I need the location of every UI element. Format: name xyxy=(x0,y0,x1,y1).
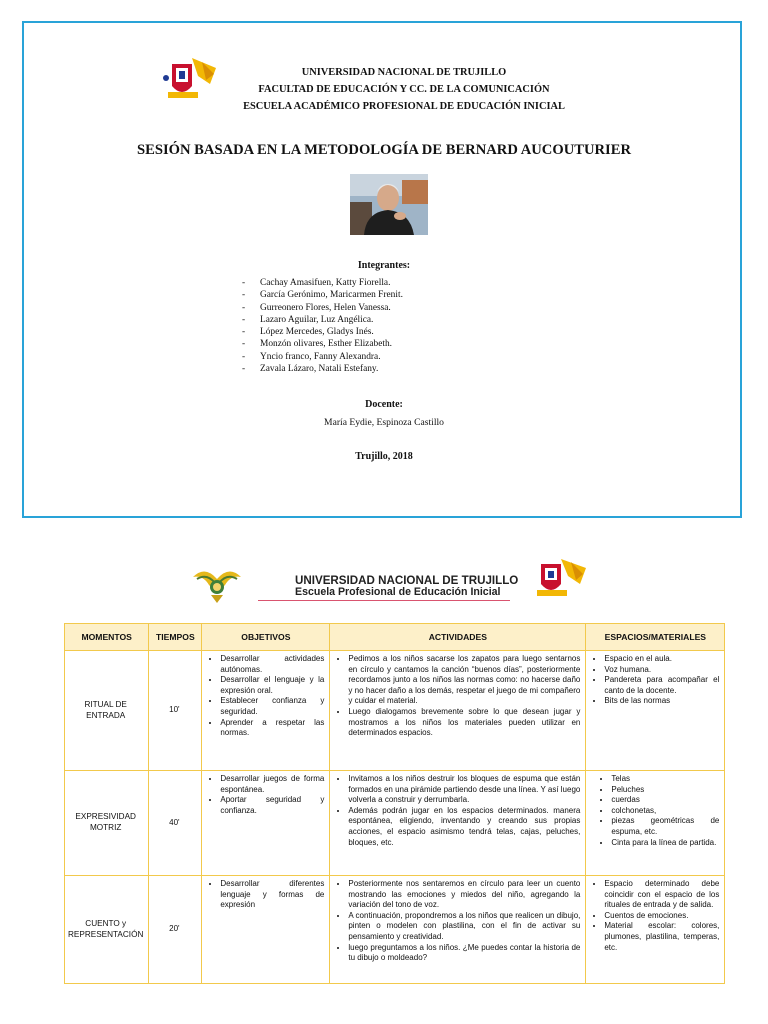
list-item: • Aprender a respetar las normas. xyxy=(220,718,324,739)
list-item: • Peluches xyxy=(611,785,719,796)
col-header-materiales: ESPACIOS/MATERIALES xyxy=(586,624,725,651)
member-item: - Monzón olivares, Esther Elizabeth. xyxy=(241,338,403,350)
list-item: • Pedimos a los niños sacarse los zapatos para luego sentarnos en círculo y cantamos la canción “buenos días”, posteriormente recordamos junto a los niños las normas como: no hacerse daño y no hacer daño a los demás, respetar el juego de mi compañero y cuidar el material. xyxy=(348,654,580,707)
objetivos-cell xyxy=(202,876,330,984)
col-header-objetivos: OBJETIVOS xyxy=(202,624,330,651)
faculty-eagle-logo xyxy=(191,563,243,605)
list-item: • Cinta para la línea de partida. xyxy=(611,838,719,849)
list-item: • Desarrollar actividades autónomas. xyxy=(220,654,324,675)
university-crest-logo xyxy=(158,54,220,106)
momento-cell: RITUAL DE ENTRADA xyxy=(65,651,149,771)
member-item: - Yncio franco, Fanny Alexandra. xyxy=(241,351,403,363)
members-list xyxy=(241,277,403,375)
list-item: • A continuación, propondremos a los niños que realicen un dibujo, pinten o modelen con plastilina, con el fin de activar su pensamiento y creatividad. xyxy=(348,911,580,943)
title-underline xyxy=(258,600,510,601)
col-header-momentos: MOMENTOS xyxy=(65,624,149,651)
list-item: • cuerdas xyxy=(611,795,719,806)
tiempo-cell: 10' xyxy=(149,651,202,771)
page2-university-name: UNIVERSIDAD NACIONAL DE TRUJILLO xyxy=(295,574,519,587)
session-table xyxy=(64,623,725,984)
author-photo xyxy=(350,174,428,235)
list-item: • Establecer confianza y seguridad. xyxy=(220,696,324,717)
document-title: SESIÓN BASADA EN LA METODOLOGÍA DE BERNARD AUCOUTURIER xyxy=(137,142,631,158)
faculty-name: FACULTAD DE EDUCACIÓN Y CC. DE LA COMUNICACIÓN xyxy=(258,84,550,95)
list-item: • Espacio determinado debe coincidir con el espacio de los rituales de entrada y de salida. xyxy=(604,879,719,911)
actividades-cell xyxy=(330,876,586,984)
col-header-actividades: ACTIVIDADES xyxy=(330,624,586,651)
list-item: • Espacio en el aula. xyxy=(604,654,719,665)
objetivos-cell xyxy=(202,651,330,771)
university-crest-logo xyxy=(531,556,589,602)
tiempo-cell: 40' xyxy=(149,771,202,876)
list-item: • colchonetas, xyxy=(611,806,719,817)
table-header-row xyxy=(65,624,725,651)
list-item: • Además podrán jugar en los espacios determinados. manera espontánea, eligiendo, inventando y creando sus propias acciones, el espacio asimismo tendrá telas, cajas, peluches, bloques, etc. xyxy=(348,806,580,848)
momento-cell: CUENTO y REPRESENTACIÓN xyxy=(65,876,149,984)
member-item: - Zavala Lázaro, Natali Estefany. xyxy=(241,363,403,375)
list-item: • Desarrollar el lenguaje y la expresión oral. xyxy=(220,675,324,696)
materiales-cell xyxy=(586,771,725,876)
school-name: ESCUELA ACADÉMICO PROFESIONAL DE EDUCACIÓN INICIAL xyxy=(243,101,565,112)
list-item: • luego preguntamos a los niños. ¿Me puedes contar la historia de tu dibujo o moldeado? xyxy=(348,943,580,964)
table-row xyxy=(65,771,725,876)
table-row xyxy=(65,651,725,771)
members-label: Integrantes: xyxy=(357,260,411,271)
member-item: - Gurreonero Flores, Helen Vanessa. xyxy=(241,302,403,314)
member-item: - García Gerónimo, Maricarmen Frenit. xyxy=(241,289,403,301)
list-item: • Cuentos de emociones. xyxy=(604,911,719,922)
list-item: • Desarrollar diferentes lenguaje y formas de expresión xyxy=(220,879,324,911)
list-item: • Voz humana. xyxy=(604,665,719,676)
member-item: - Cachay Amasifuen, Katty Fiorella. xyxy=(241,277,403,289)
list-item: • Luego dialogamos brevemente sobre lo que desean jugar y mostramos a los niños los materiales pueden utilizar en determinados espacios. xyxy=(348,707,580,739)
list-item: • Posteriormente nos sentaremos en círculo para leer un cuento mostrando las emociones y miedos del niño, agregando la variación del tono de voz. xyxy=(348,879,580,911)
list-item: • Pandereta para acompañar el canto de la docente. xyxy=(604,675,719,696)
list-item: • Invitamos a los niños destruir los bloques de espuma que están formados en una pirámide partiendo desde una línea. Y así luego volverla a construir y derrumbarla. xyxy=(348,774,580,806)
actividades-cell xyxy=(330,771,586,876)
list-item: • Telas xyxy=(611,774,719,785)
list-item: • Material escolar: colores, plumones, plastilina, temperas, etc. xyxy=(604,921,719,953)
list-item: • piezas geométricas de espuma, etc. xyxy=(611,816,719,837)
col-header-tiempos: TIEMPOS xyxy=(149,624,202,651)
objetivos-cell xyxy=(202,771,330,876)
teacher-name: María Eydie, Espinoza Castillo xyxy=(324,417,444,428)
list-item: • Aportar seguridad y confianza. xyxy=(220,795,324,816)
university-name: UNIVERSIDAD NACIONAL DE TRUJILLO xyxy=(301,67,507,78)
momento-cell: EXPRESIVIDAD MOTRIZ xyxy=(65,771,149,876)
list-item: • Desarrollar juegos de forma espontánea. xyxy=(220,774,324,795)
cover-page xyxy=(22,21,742,518)
member-item: - López Mercedes, Gladys Inés. xyxy=(241,326,403,338)
member-item: - Lazaro Aguilar, Luz Angélica. xyxy=(241,314,403,326)
table-row xyxy=(65,876,725,984)
place-date: Trujillo, 2018 xyxy=(355,451,413,462)
actividades-cell xyxy=(330,651,586,771)
materiales-cell xyxy=(586,651,725,771)
list-item: • Bits de las normas xyxy=(604,696,719,707)
page2-school-name: Escuela Profesional de Educación Inicial xyxy=(295,586,501,598)
materiales-cell xyxy=(586,876,725,984)
tiempo-cell: 20' xyxy=(149,876,202,984)
teacher-label: Docente: xyxy=(365,399,403,410)
